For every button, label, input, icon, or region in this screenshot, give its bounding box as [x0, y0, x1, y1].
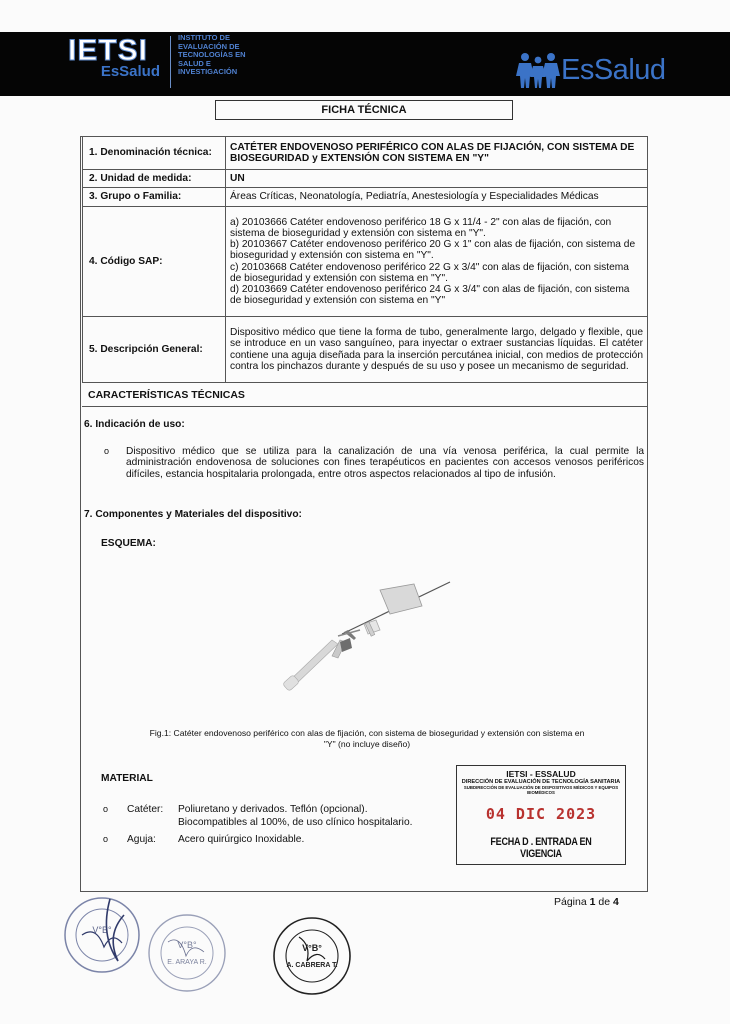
stamp-line: DIRECCIÓN DE EVALUACIÓN DE TECNOLOGÍA SANITARIA [461, 779, 621, 785]
row-unidad [83, 170, 648, 188]
seal-vb-text: V°B° [92, 925, 112, 935]
row-sap [83, 207, 648, 317]
seal-name-text: E. ARAYA R. [167, 959, 207, 966]
material-value: Acero quirúrgico Inoxidable. [178, 834, 305, 845]
label-sap: 4. Código SAP: [83, 207, 226, 317]
indicacion-item [104, 446, 644, 480]
sap-item: d) 20103669 Catéter endovenoso periférico 24 G x 3/4" con alas de fijación, con sistema de bioseguridad y extensión con sistema en "Y" [230, 283, 630, 307]
heading-indicacion: 6. Indicación de uso: [84, 419, 185, 430]
figure-caption-line: "Y" (no incluye diseño) [323, 738, 411, 749]
essalud-logo [515, 50, 666, 90]
approval-seal-3 [271, 915, 353, 997]
essalud-family-icon [515, 50, 561, 90]
stamp-title: IETSI - ESSALUD [506, 769, 576, 779]
material-key: Aguja: [127, 834, 156, 845]
approval-seal-1 [62, 895, 142, 975]
row-descripcion [83, 317, 648, 383]
page-prefix: Página [554, 896, 587, 908]
material-value-line: Biocompatibles al 100%, de uso clínico hospitalario. [178, 817, 413, 828]
value-denominacion: CATÉTER ENDOVENOSO PERIFÉRICO CON ALAS DE FIJACIÓN, CON SISTEMA DE BIOSEGURIDAD y EXTENSIÓN CON SISTEMA EN "Y" [226, 137, 648, 170]
sap-item: c) 20103668 Catéter endovenoso periférico 22 G x 3/4" con alas de fijación, con sistema de bioseguridad y extensión con sistema en "Y". [230, 261, 629, 284]
ietsi-logo [68, 36, 168, 80]
seal-vb-text: V°B° [177, 940, 197, 950]
material-value [178, 803, 412, 829]
value-descripcion: Dispositivo médico que tiene la forma de tubo, generalmente largo, delgado y flexible, que se introduce en un vaso sanguíneo, para inyectar o extraer sustancias líquidas. El catéter contiene una aguja diseñada para la inserción percutánea inicial, con medios de protección contra los pinchazos durante y después de su uso y posee un mecanismo de seguridad. [226, 317, 648, 383]
figure-caption [102, 728, 632, 749]
bullet: o [103, 834, 109, 844]
label-descripcion: 5. Descripción General: [83, 317, 226, 383]
sap-item: a) 20103666 Catéter endovenoso periférico 18 G x 11/4 - 2" con alas de fijación, con sistema de bioseguridad y extensión con sistema en "Y". [230, 216, 612, 239]
value-grupo: Áreas Críticas, Neonatología, Pediatría, Anestesiología y Especialidades Médicas [226, 188, 648, 207]
label-grupo: 3. Grupo o Familia: [83, 188, 226, 207]
approval-seal-2 [146, 912, 228, 994]
essalud-logo-word: EsSalud [561, 53, 666, 86]
label-unidad: 2. Unidad de medida: [83, 170, 226, 188]
bullet: o [103, 804, 109, 814]
heading-componentes: 7. Componentes y Materiales del dispositivo: [84, 509, 302, 520]
seal-name-text: A. CABRERA T. [286, 962, 338, 969]
document-title: FICHA TÉCNICA [215, 100, 513, 120]
row-grupo [83, 188, 648, 207]
validity-stamp [456, 765, 626, 865]
spec-table [82, 136, 648, 383]
indicacion-text: Dispositivo médico que se utiliza para la canalización de una vía venosa periférica, la cual permite la administración endovenosa de soluciones con fines terapéuticos en pacientes con accesos venosos periféricos difíciles, estancia hospitalaria prolongada, entre otros aspectos relacionados al tipo de infusión. [126, 446, 644, 480]
page-total: 4 [613, 896, 619, 908]
logo-divider [170, 36, 171, 88]
page-current: 1 [589, 896, 596, 908]
row-denominacion [83, 137, 648, 170]
ietsi-caption: INSTITUTO DE EVALUACIÓN DE TECNOLOGÍAS EN SALUD E INVESTIGACIÓN [178, 33, 246, 77]
page-number [554, 896, 619, 908]
section-caracteristicas: CARACTERÍSTICAS TÉCNICAS [82, 383, 648, 407]
stamp-line: SUBDIRECCIÓN DE EVALUACIÓN DE DISPOSITIVOS MÉDICOS Y EQUIPOS BIOMÉDICOS [463, 785, 619, 796]
ietsi-logo-sub: EsSalud [100, 63, 160, 80]
label-denominacion: 1. Denominación técnica: [83, 137, 226, 170]
ietsi-logo-word: IETSI [68, 34, 149, 67]
stamp-footer: FECHA D . ENTRADA EN VIGENCIA [490, 836, 592, 861]
heading-material: MATERIAL [101, 773, 153, 784]
material-key: Catéter: [127, 804, 164, 815]
page-of: de [598, 896, 611, 908]
seal-vb-text: V°B° [302, 943, 322, 953]
heading-esquema: ESQUEMA: [101, 538, 156, 549]
sap-item: b) 20103667 Catéter endovenoso periférico 20 G x 1" con alas de fijación, con sistema de bioseguridad y extensión con sistema en "Y". [230, 239, 636, 262]
value-unidad: UN [226, 170, 648, 188]
bullet: o [104, 446, 110, 456]
material-value-line: Poliuretano y derivados. Teflón (opcional). [178, 804, 368, 815]
catheter-illustration [280, 578, 455, 698]
stamp-date: 04 DIC 2023 [485, 805, 597, 824]
material-item [103, 803, 412, 829]
value-sap [226, 207, 648, 317]
material-item [103, 833, 304, 846]
figure-caption-line: Fig.1: Catéter endovenoso periférico con alas de fijación, con sistema de bioseguridad y extensión con sistema en [149, 728, 585, 738]
